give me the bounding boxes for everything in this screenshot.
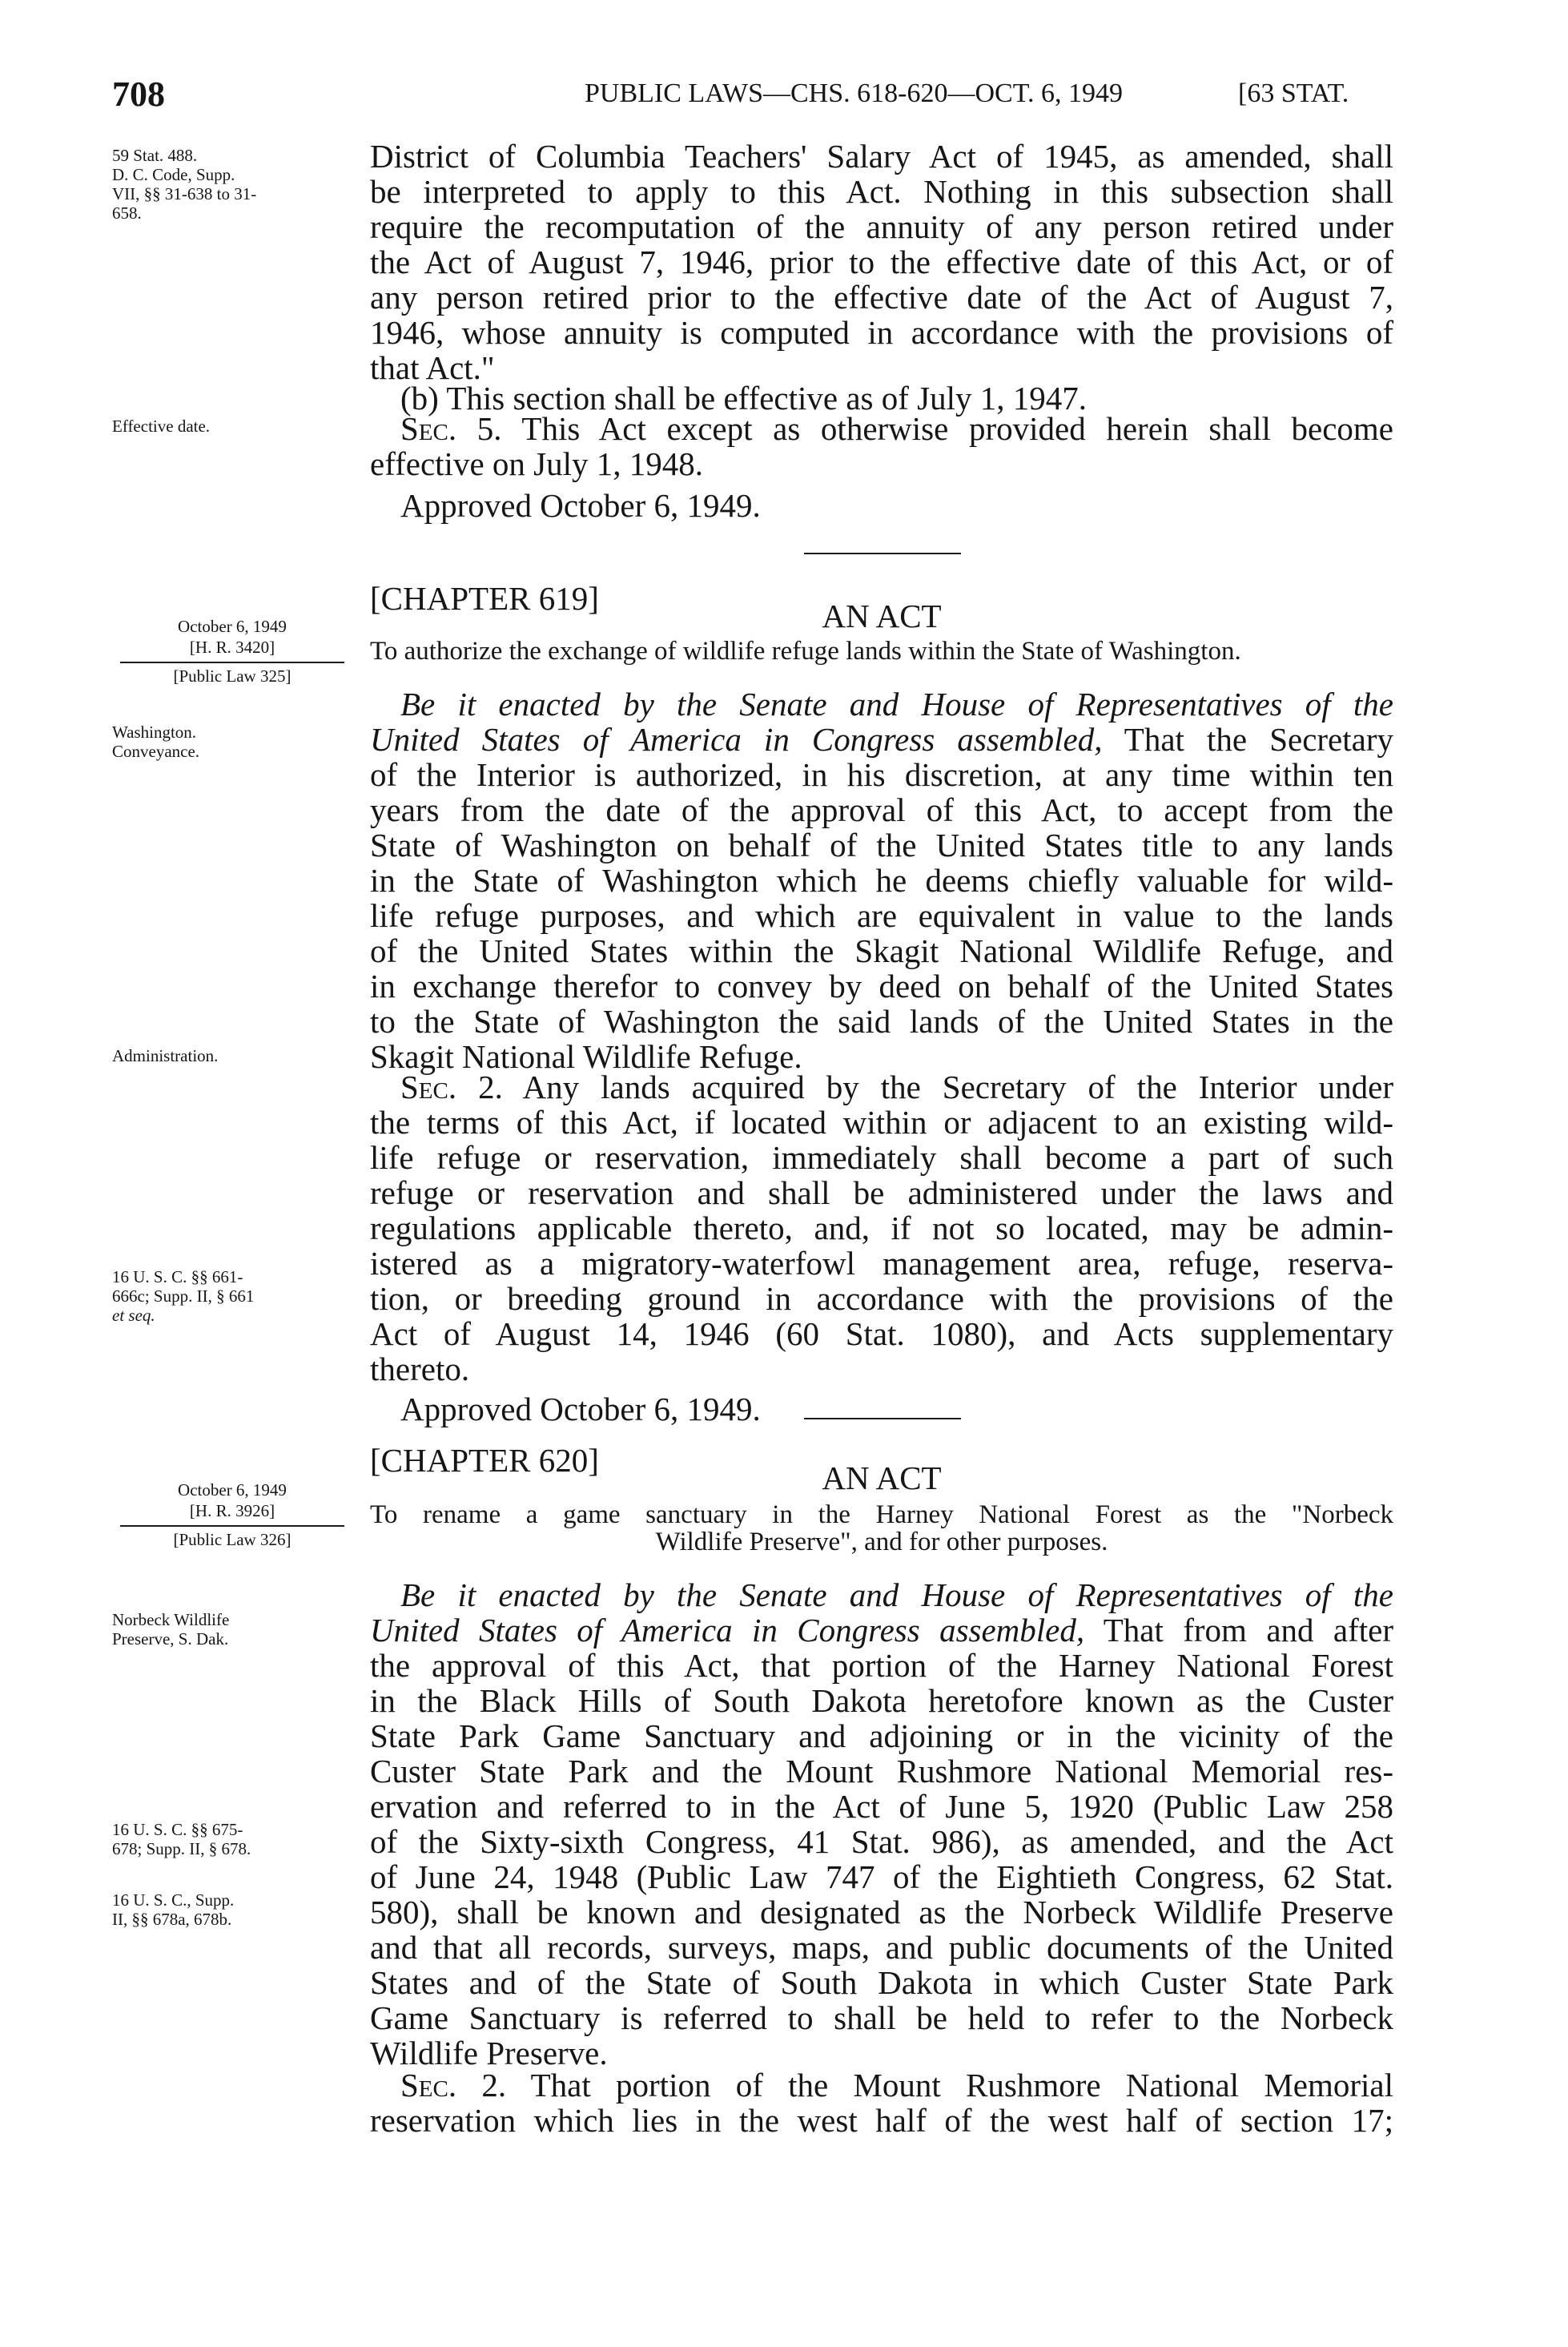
ch620-description-line-2: Wildlife Preserve", and for other purposes. — [655, 1528, 1108, 1556]
margin-ch619-hr: [H. R. 3420] — [189, 638, 275, 657]
ch619-sec2-line-4: refuge or reservation and shall be administered under the laws and — [370, 1174, 1393, 1211]
margin-ch619-date: October 6, 1949 — [178, 617, 287, 636]
ch618-line-4: the Act of August 7, 1946, prior to the effective date of this Act, or of — [370, 244, 1393, 280]
ch619-body-line-5: life refuge purposes, and which are equivalent in value to the lands — [370, 897, 1393, 934]
ch619-body-line-3: State of Washington on behalf of the United States title to any lands — [370, 827, 1393, 864]
running-title: PUBLIC LAWS—CHS. 618-620—OCT. 6, 1949 — [585, 79, 1123, 108]
ch620-body-line-5: ervation and referred to in the Act of June 5, 1920 (Public Law 258 — [370, 1788, 1393, 1825]
margin-note-administration: Administration. — [112, 1046, 219, 1065]
ch619-sec2-line-5: regulations applicable thereto, and, if not so located, may be admin- — [370, 1210, 1393, 1246]
margin-ch619-public-law: [Public Law 325] — [173, 666, 291, 686]
volume-reference: [63 STAT. — [1238, 79, 1349, 108]
ch620-sec2-line-2: reservation which lies in the west half of the west half of section 17; — [370, 2102, 1393, 2139]
ch620-body-line-12: Wildlife Preserve. — [370, 2035, 608, 2071]
margin-note-norbeck: Norbeck Wildlife Preserve, S. Dak. — [112, 1610, 230, 1649]
margin-note-16-usc-supp: 16 U. S. C., Supp. II, §§ 678a, 678b. — [112, 1890, 235, 1929]
margin-ch619-rule — [120, 662, 344, 663]
ch620-enacting-line-2: United States of America in Congress assembled, That from and after — [370, 1612, 1393, 1649]
ch619-sec2-line-2: the terms of this Act, if located within or adjacent to an existing wild- — [370, 1104, 1393, 1141]
ch618-line-7: that Act." — [370, 349, 495, 386]
ch620-body-line-4: Custer State Park and the Mount Rushmore National Memorial res- — [370, 1753, 1393, 1789]
ch620-body-line-11: Game Sanctuary is referred to shall be held to refer to the Norbeck — [370, 1999, 1393, 2036]
ch618-approved: Approved October 6, 1949. — [400, 487, 761, 524]
ch620-body-line-2: in the Black Hills of South Dakota heretofore known as the Custer — [370, 1682, 1393, 1719]
margin-ch620-date: October 6, 1949 — [178, 1480, 287, 1500]
ch620-body-line-7: of June 24, 1948 (Public Law 747 of the Eightieth Congress, 62 Stat. — [370, 1858, 1393, 1895]
ch619-body-line-8: to the State of Washington the said lands of the United States in the — [370, 1003, 1393, 1040]
ch620-sec2-line-1: Sec. 2. That portion of the Mount Rushmore National Memorial — [400, 2067, 1393, 2103]
ch619-sec2-line-1: Sec. 2. Any lands acquired by the Secretary of the Interior under — [400, 1069, 1394, 1105]
ch619-act-heading: AN ACT — [822, 598, 942, 634]
ch620-act-heading: AN ACT — [822, 1459, 942, 1496]
ch619-body-line-9: Skagit National Wildlife Refuge. — [370, 1038, 802, 1075]
ch620-body-line-6: of the Sixty-sixth Congress, 41 Stat. 986), as amended, and the Act — [370, 1823, 1393, 1860]
margin-note-16-usc-661: 16 U. S. C. §§ 661- 666c; Supp. II, § 661 et seq. — [112, 1267, 255, 1325]
ch620-body-line-9: and that all records, surveys, maps, and public documents of the United — [370, 1929, 1393, 1966]
ch618-line-3: require the recomputation of the annuity of any person retired under — [370, 208, 1393, 245]
ch618-line-1: District of Columbia Teachers' Salary Act of 1945, as amended, shall — [370, 138, 1393, 175]
ch619-body-line-7: in exchange therefor to convey by deed on behalf of the United States — [370, 968, 1393, 1004]
ch620-body-line-8: 580), shall be known and designated as the Norbeck Wildlife Preserve — [370, 1894, 1393, 1930]
margin-ch620-public-law: [Public Law 326] — [173, 1530, 291, 1549]
margin-note-washington: Washington. Conveyance. — [112, 723, 200, 761]
ch618-line-6: 1946, whose annuity is computed in accordance with the provisions of — [370, 314, 1393, 351]
ch620-chapter-label: [CHAPTER 620] — [370, 1442, 599, 1479]
section-separator-1 — [804, 553, 961, 554]
ch619-sec2-line-3: life refuge or reservation, immediately shall become a part of such — [370, 1139, 1393, 1176]
ch619-body-line-4: in the State of Washington which he deems chiefly valuable for wild- — [370, 862, 1393, 899]
margin-ch620-hr: [H. R. 3926] — [189, 1501, 275, 1520]
ch619-sec2-line-9: thereto. — [370, 1351, 470, 1387]
section-separator-2 — [804, 1418, 961, 1419]
ch619-body-line-2: years from the date of the approval of this Act, to accept from the — [370, 791, 1393, 828]
ch619-body-line-1: of the Interior is authorized, in his discretion, at any time within ten — [370, 756, 1393, 793]
ch620-body-line-3: State Park Game Sanctuary and adjoining or in the vicinity of the — [370, 1717, 1393, 1754]
ch618-line-5: any person retired prior to the effective date of the Act of August 7, — [370, 279, 1393, 316]
page-number: 708 — [112, 74, 165, 114]
margin-note-16-usc-675: 16 U. S. C. §§ 675- 678; Supp. II, § 678. — [112, 1820, 251, 1858]
ch618-subsection-b: (b) This section shall be effective as of July 1, 1947. — [400, 380, 1088, 417]
ch619-enacting-line-2: United States of America in Congress assembled, That the Secretary — [370, 721, 1393, 758]
margin-note-effective-date: Effective date. — [112, 417, 211, 436]
margin-ch620-rule — [120, 1525, 344, 1527]
ch620-body-line-10: States and of the State of South Dakota in which Custer State Park — [370, 1964, 1393, 2001]
ch619-body-line-6: of the United States within the Skagit National Wildlife Refuge, and — [370, 932, 1393, 969]
ch619-sec2-line-8: Act of August 14, 1946 (60 Stat. 1080), and Acts supplementary — [370, 1315, 1393, 1352]
ch620-body-line-1: the approval of this Act, that portion of the Harney National Forest — [370, 1647, 1393, 1684]
ch619-sec2-line-6: istered as a migratory-waterfowl management area, refuge, reserva- — [370, 1245, 1393, 1282]
margin-note-59-stat: 59 Stat. 488. D. C. Code, Supp. VII, §§ 31-638 to 31- 658. — [112, 146, 257, 223]
ch619-description: To authorize the exchange of wildlife refuge lands within the State of Washington. — [370, 637, 1241, 666]
ch618-sec5-line-2: effective on July 1, 1948. — [370, 445, 703, 482]
ch619-chapter-label: [CHAPTER 619] — [370, 580, 599, 617]
ch618-line-2: be interpreted to apply to this Act. Nothing in this subsection shall — [370, 173, 1393, 210]
ch619-approved: Approved October 6, 1949. — [400, 1391, 761, 1427]
ch618-sec5-line-1: Sec. 5. This Act except as otherwise provided herein shall become — [400, 410, 1393, 447]
ch619-sec2-line-7: tion, or breeding ground in accordance with the provisions of the — [370, 1280, 1393, 1317]
ch619-enacting-line-1: Be it enacted by the Senate and House of Representatives of the — [400, 686, 1393, 723]
ch620-description-line-1: To rename a game sanctuary in the Harney National Forest as the "Norbeck — [370, 1500, 1393, 1529]
ch620-enacting-line-1: Be it enacted by the Senate and House of Representatives of the — [400, 1576, 1393, 1613]
